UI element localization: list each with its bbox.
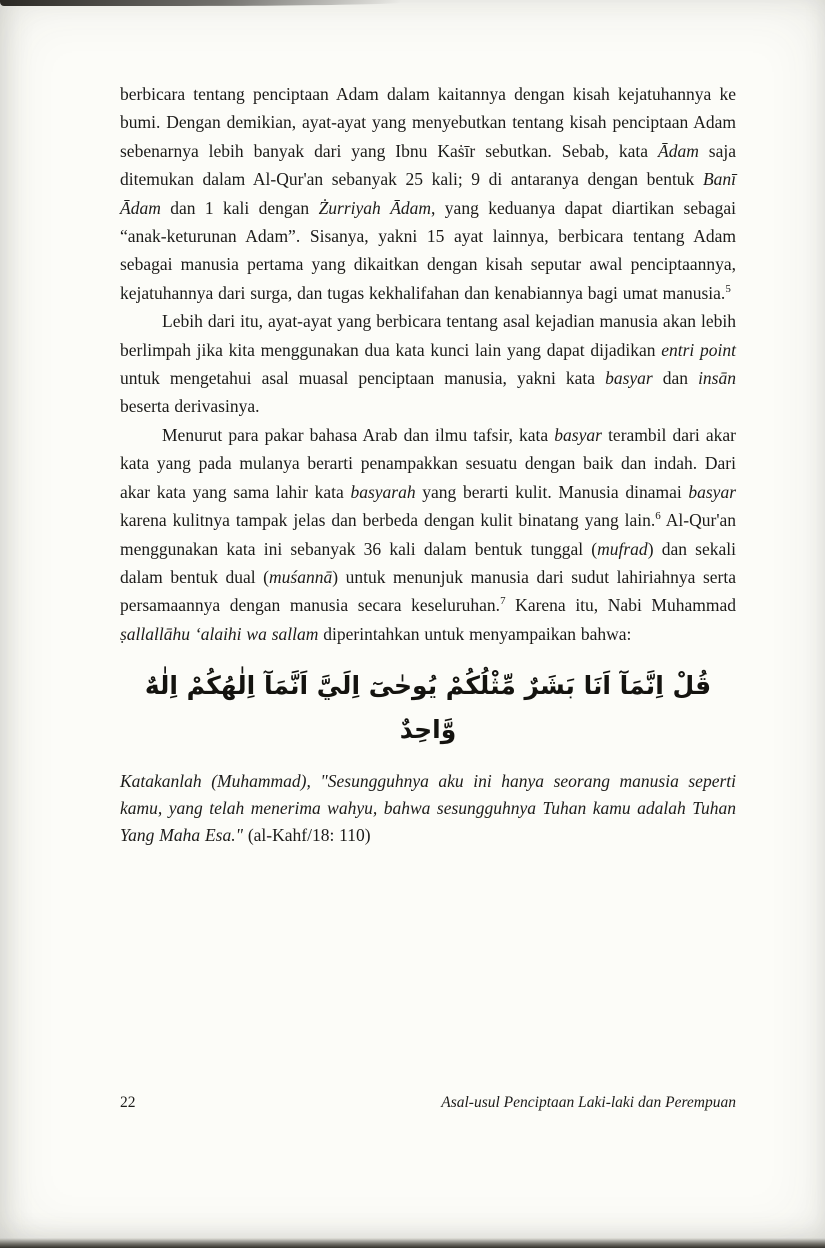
text-run: yang berarti kulit. Manusia dinamai <box>415 481 689 502</box>
text-run: Al-Qur'an menggunakan kata ini sebanyak 36 kali dalam bentuk tunggal ( <box>120 510 736 559</box>
footnote-ref: 6 <box>655 510 661 523</box>
running-title: Asal-usul Penciptaan Laki-laki dan Perempuan <box>441 1094 736 1111</box>
italic-run: basyar <box>605 368 653 389</box>
footnote-ref: 7 <box>500 595 506 608</box>
paragraph-entri-point <box>120 307 736 421</box>
footnote-ref: 5 <box>725 283 731 296</box>
text-run: Karena itu, Nabi Muhammad <box>505 595 736 616</box>
text-run: untuk mengetahui asal muasal penciptaan manusia, yakni kata <box>120 368 606 389</box>
text-run: diperintahkan untuk menyampaikan bahwa: <box>318 623 632 644</box>
body-paragraphs <box>120 80 736 648</box>
italic-run: basyar <box>554 424 602 445</box>
page-number: 22 <box>120 1094 136 1111</box>
text-run: beserta derivasinya. <box>120 396 260 417</box>
arabic-verse: قُلْ اِنَّمَآ اَنَا بَشَرٌ مِّثْلُكُمْ يُوحٰىٓ اِلَيَّ اَنَّمَآ اِلٰهُكُمْ اِلٰهٌ وَّاحِدٌ <box>144 671 712 745</box>
page-text-block <box>120 80 736 849</box>
italic-run: basyar <box>688 481 737 502</box>
text-run: terambil dari akar kata yang pada mulanya berarti penampakkan sesuatu dengan baik dan indah. Dari akar kata yang sama lahir kata <box>120 424 736 502</box>
text-run: , yang keduanya dapat diartikan sebagai “anak-keturunan Adam”. Sisanya, yakni 15 ayat lainnya, berbicara tentang Adam sebagai manusia pertama yang dikaitkan dengan kisah seputar awal penciptaannya, kejatuhannya dari surga, dan tugas kekhalifahan dan kenabiannya bagi umat manusia. <box>120 197 736 303</box>
text-run: (al-Kahf/18: 110) <box>247 824 371 845</box>
paragraph-basyar <box>120 421 736 648</box>
text-run: Menurut para pakar bahasa Arab dan ilmu tafsir, kata <box>162 424 555 445</box>
italic-run: mufrad <box>597 538 648 559</box>
page-footer <box>120 1094 736 1112</box>
italic-run: entri point <box>661 339 736 360</box>
text-run: Lebih dari itu, ayat-ayat yang berbicara tentang asal kejadian manusia akan lebih berlimpah jika kita menggunakan dua kata kunci lain yang dapat dijadikan <box>120 311 736 360</box>
paragraph-adam-ayat <box>120 80 736 307</box>
italic-run: ṣallallāhu ‘alaihi wa sallam <box>120 623 319 644</box>
text-run: berbicara tentang penciptaan Adam dalam kaitannya dengan kisah kejatuhannya ke bumi. Dengan demikian, ayat-ayat yang menyebutkan tentang kisah penciptaan Adam sebenarnya lebih banyak dari yang Ibnu Kaṡīr sebutkan. Sebab, kata <box>120 84 736 161</box>
italic-run: insān <box>698 368 736 389</box>
italic-run: Banī Ādam <box>120 169 736 218</box>
italic-run: Ādam <box>658 140 699 161</box>
text-run: saja ditemukan dalam Al-Qur'an sebanyak 25 kali; 9 di antaranya dengan bentuk <box>120 140 737 190</box>
italic-run: Katakanlah (Muhammad), "Sesungguhnya aku ini hanya seorang manusia seperti kamu, yang telah menerima wahyu, bahwa sesungguhnya Tuhan kamu adalah Tuhan Yang Maha Esa." <box>120 771 736 845</box>
italic-run: muśannā <box>269 566 333 587</box>
italic-run: Żurriyah Ādam <box>318 197 432 218</box>
text-run: dan <box>652 368 699 389</box>
scan-artifact-top-edge <box>0 0 402 6</box>
text-run: karena kulitnya tampak jelas dan berbeda dengan kulit binatang yang lain. <box>120 510 656 531</box>
italic-run: basyarah <box>350 481 416 502</box>
text-run: dan 1 kali dengan <box>160 197 319 218</box>
text-run: ) untuk menunjuk manusia dari sudut lahiriahnya serta persamaannya dengan manusia secara keseluruhan. <box>120 566 736 616</box>
text-run: ) dan sekali dalam bentuk dual ( <box>120 538 736 587</box>
scan-artifact-bottom-edge <box>0 1238 825 1248</box>
translation-paragraph <box>120 768 736 848</box>
